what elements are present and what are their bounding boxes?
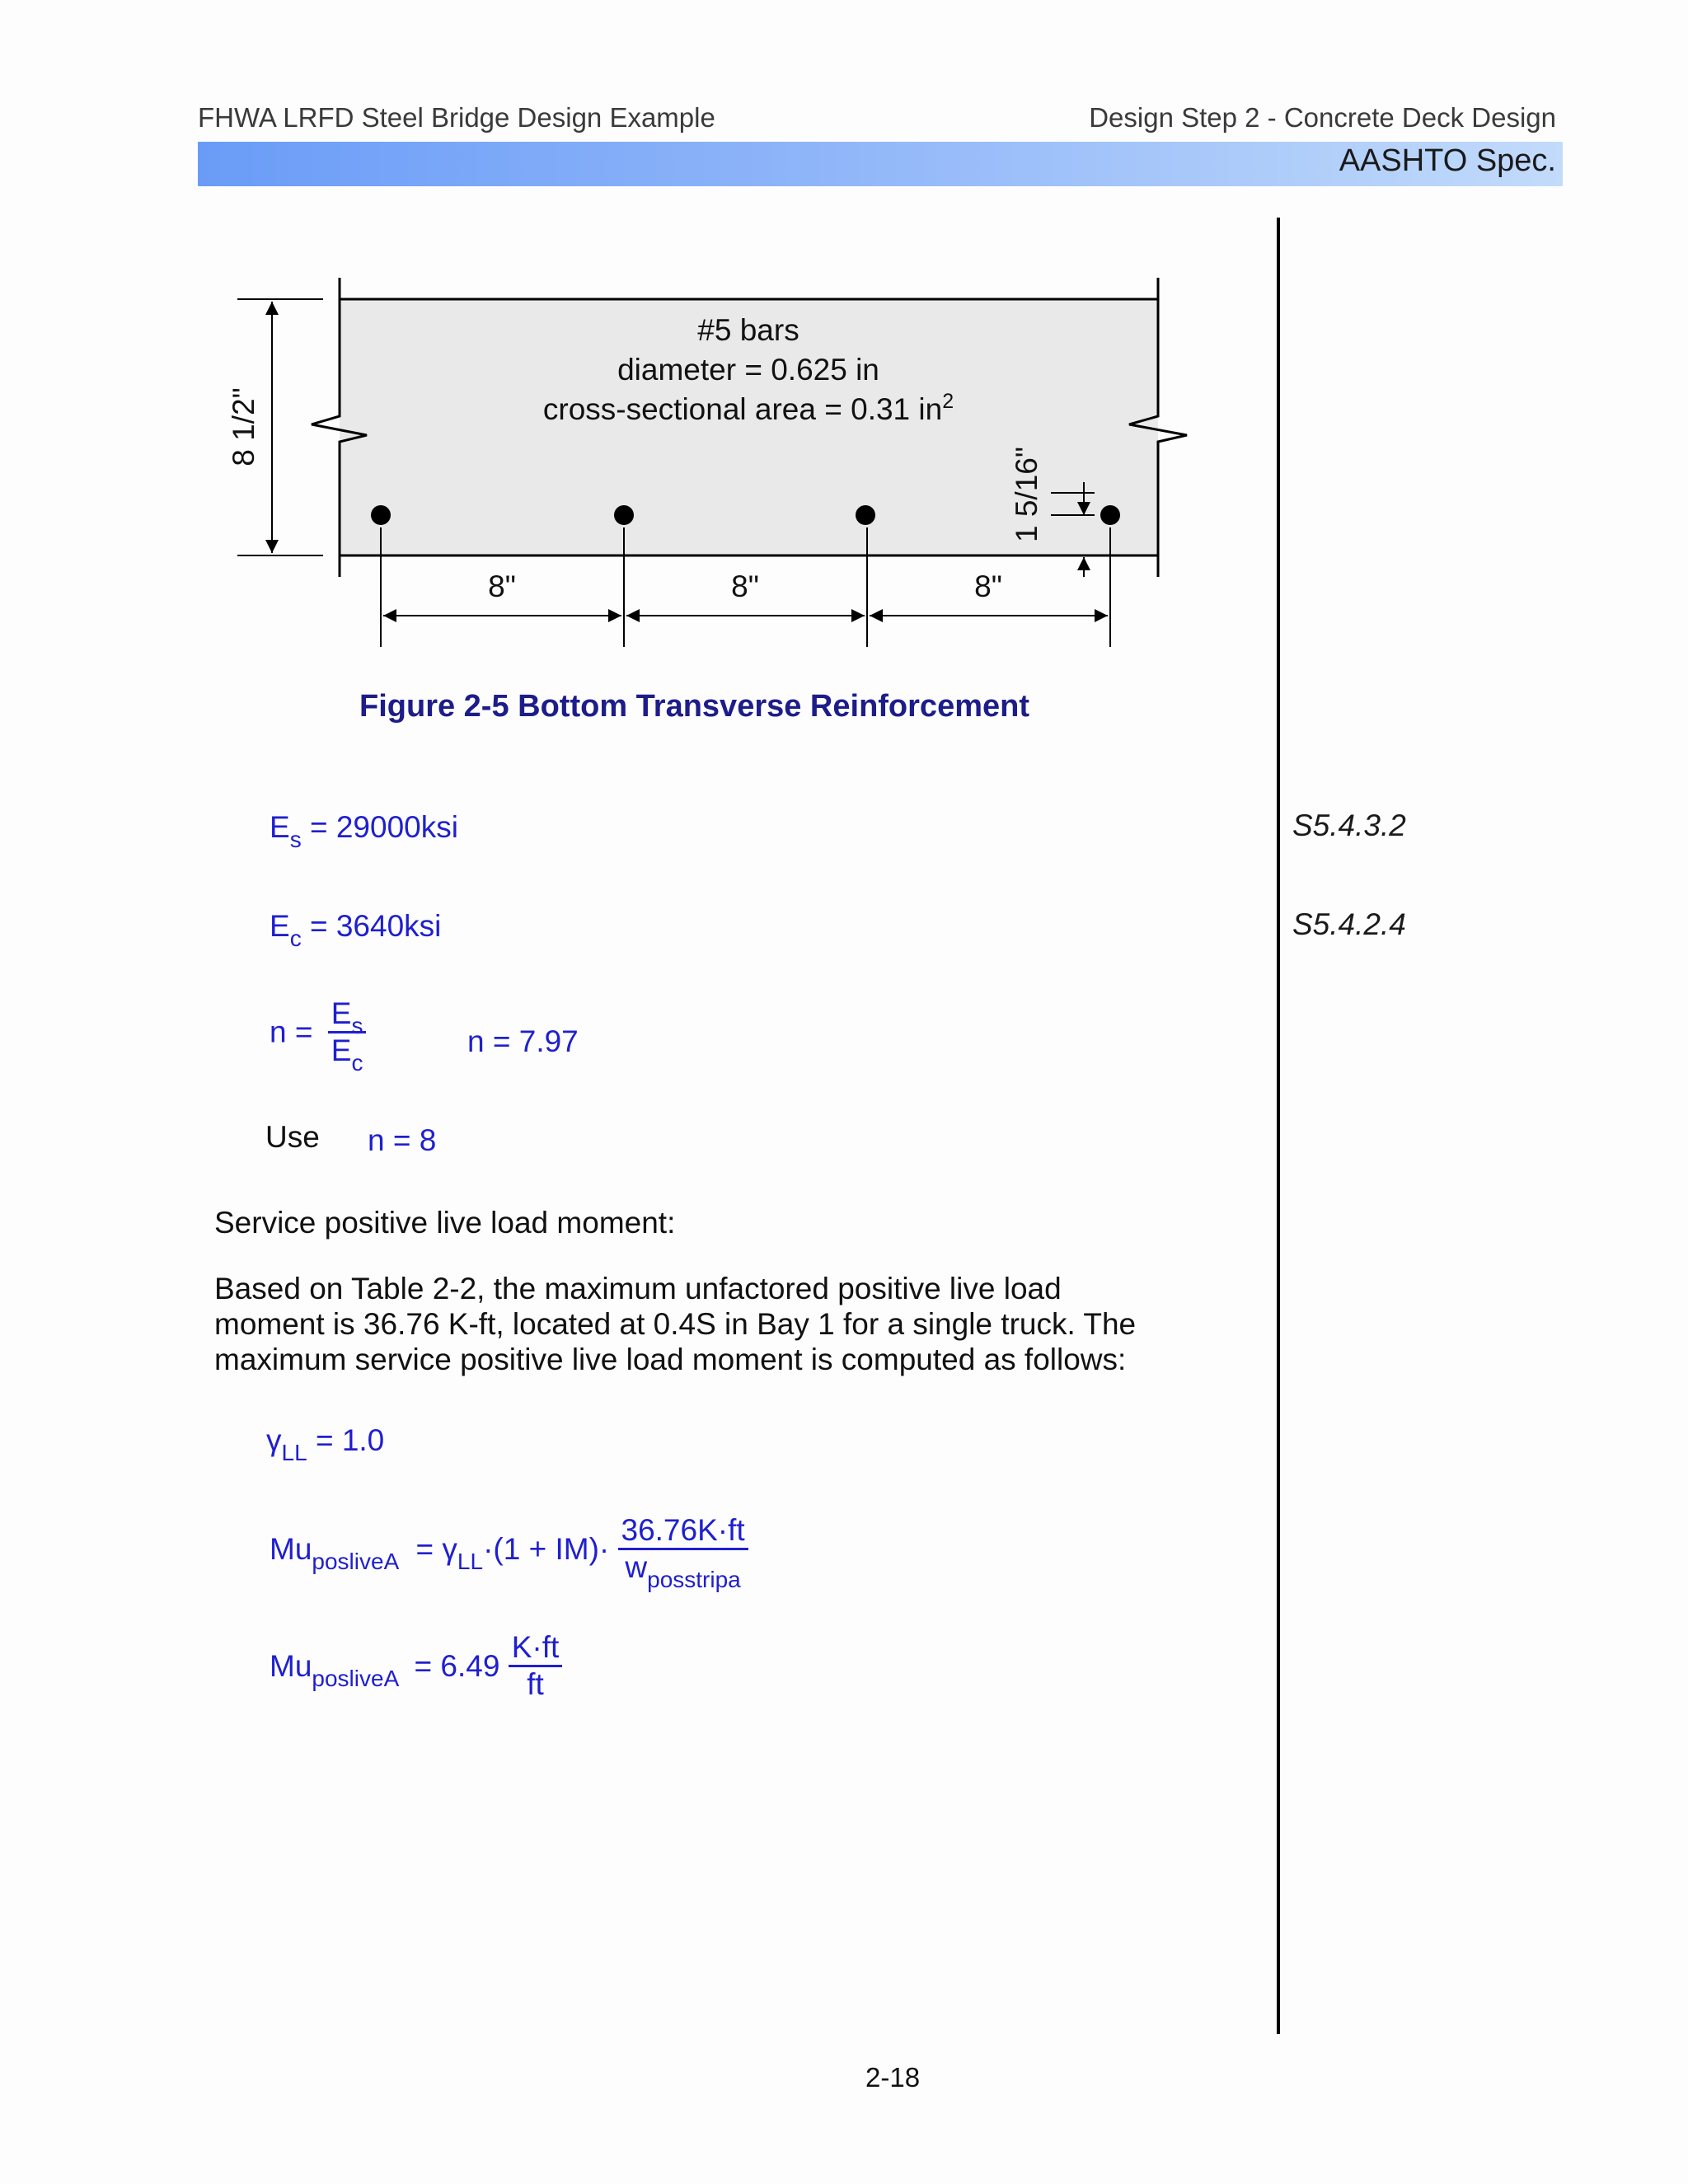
spec-ref: S5.4.2.4 bbox=[1292, 907, 1406, 941]
spacing-label: 8" bbox=[731, 569, 759, 603]
depth-label: 8 1/2" bbox=[227, 387, 260, 466]
paragraph-line: moment is 36.76 K-ft, located at 0.4S in Bay 1 for a single truck. The bbox=[214, 1307, 1137, 1341]
equation-mu-formula: $Mu_{posliveA} = \gamma_{LL}\cdot(1 + IM)\cdot$ $\frac{36.76K\cdot ft}{w_{posstripa}}$ bbox=[270, 1513, 748, 1585]
equation-mu-result: $Mu_{posliveA} = 6.49$ $\frac{K\cdot ft}{ft}$ bbox=[270, 1630, 562, 1702]
aashto-spec-label: AASHTO Spec. bbox=[1339, 143, 1556, 178]
paragraph-line: maximum service positive live load moment is computed as follows: bbox=[214, 1343, 1127, 1376]
spec-ref: S5.4.3.2 bbox=[1292, 808, 1406, 842]
rebar bbox=[1100, 505, 1120, 525]
spacing-label: 8" bbox=[488, 569, 516, 603]
rebar bbox=[856, 505, 875, 525]
equation-es: $E_s = 29000ksi$ bbox=[270, 810, 458, 852]
equation-gamma-ll: $\gamma_{LL} = 1.0$ bbox=[266, 1423, 385, 1465]
area-label: cross-sectional area = 0.31 $in^2$ bbox=[542, 390, 954, 426]
use-label: Use bbox=[265, 1120, 320, 1154]
equation-ec: $E_c = 3640ksi$ bbox=[270, 909, 442, 951]
diameter-label: diameter = 0.625 in bbox=[617, 353, 879, 387]
cover-label: 1 5/16" bbox=[1010, 446, 1043, 543]
n-result: n = 7.97 bbox=[467, 1024, 579, 1058]
rebar bbox=[614, 505, 634, 525]
header-left: FHWA LRFD Steel Bridge Design Example bbox=[198, 102, 715, 133]
paragraph-line: Based on Table 2-2, the maximum unfactored positive live load bbox=[214, 1272, 1062, 1305]
reinforcement-diagram bbox=[0, 0, 1688, 725]
spacing-label: 8" bbox=[974, 569, 1002, 603]
figure-caption: Figure 2-5 Bottom Transverse Reinforcement bbox=[359, 689, 1029, 724]
section-heading: Service positive live load moment: bbox=[214, 1206, 676, 1240]
page-number: 2-18 bbox=[865, 2062, 921, 2093]
use-value: n = 8 bbox=[368, 1123, 437, 1157]
equation-n-ratio: n = $\frac{E_s}{E_c}$ bbox=[270, 996, 366, 1068]
header-right: Design Step 2 - Concrete Deck Design bbox=[1089, 102, 1556, 133]
bars-label: #5 bars bbox=[697, 313, 799, 347]
rebar bbox=[371, 505, 391, 525]
